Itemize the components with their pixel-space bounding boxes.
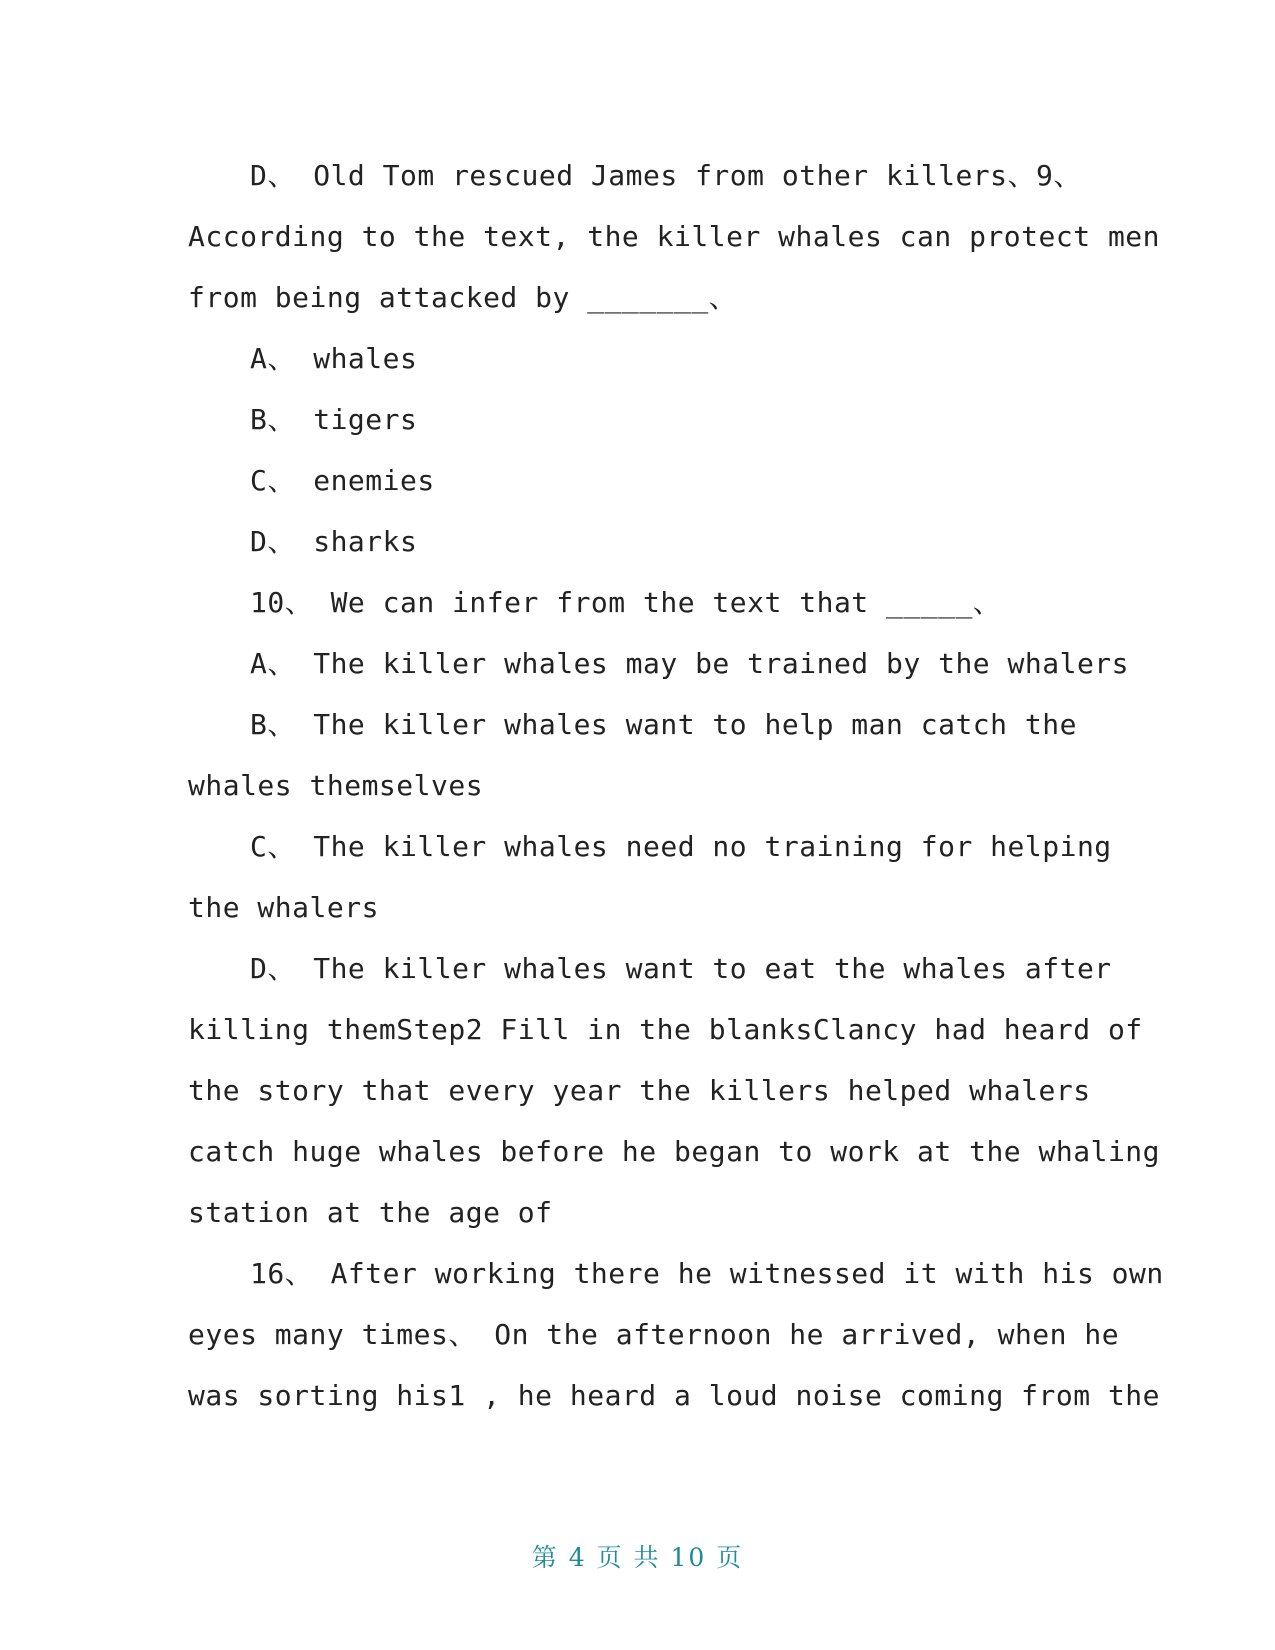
text-line: According to the text, the killer whales can protect men [188, 220, 1161, 253]
text-line: whales themselves [188, 769, 484, 802]
text-line: 16、 After working there he witnessed it with his own [250, 1257, 1164, 1290]
option-line: D、 The killer whales want to eat the whales after [250, 952, 1112, 985]
text-line: was sorting his1 , he heard a loud noise coming from the [188, 1379, 1161, 1412]
option-line: C、 The killer whales need no training for helping [250, 830, 1112, 863]
text-line: from being attacked by _______、 [188, 281, 738, 314]
page-number-footer: 第 4 页 共 10 页 [531, 1543, 744, 1572]
option-line: B、 The killer whales want to help man catch the [250, 708, 1077, 741]
text-line: the story that every year the killers helped whalers [188, 1074, 1091, 1107]
option-line: A、 The killer whales may be trained by the whalers [250, 647, 1130, 680]
question-line: 10、 We can infer from the text that _____、 [250, 586, 1002, 619]
text-line: station at the age of [188, 1196, 553, 1229]
text-line: killing themStep2 Fill in the blanksClancy had heard of [188, 1013, 1143, 1046]
option-line: A、 whales [250, 342, 418, 375]
option-line: B、 tigers [250, 403, 418, 436]
text-line: D、 Old Tom rescued James from other killers、9、 [250, 159, 1082, 192]
text-line: eyes many times、 On the afternoon he arrived, when he [188, 1318, 1120, 1351]
text-line: the whalers [188, 891, 379, 924]
text-line: catch huge whales before he began to work at the whaling [188, 1135, 1161, 1168]
option-line: C、 enemies [250, 464, 435, 497]
document-body [188, 145, 1164, 1426]
option-line: D、 sharks [250, 525, 418, 558]
